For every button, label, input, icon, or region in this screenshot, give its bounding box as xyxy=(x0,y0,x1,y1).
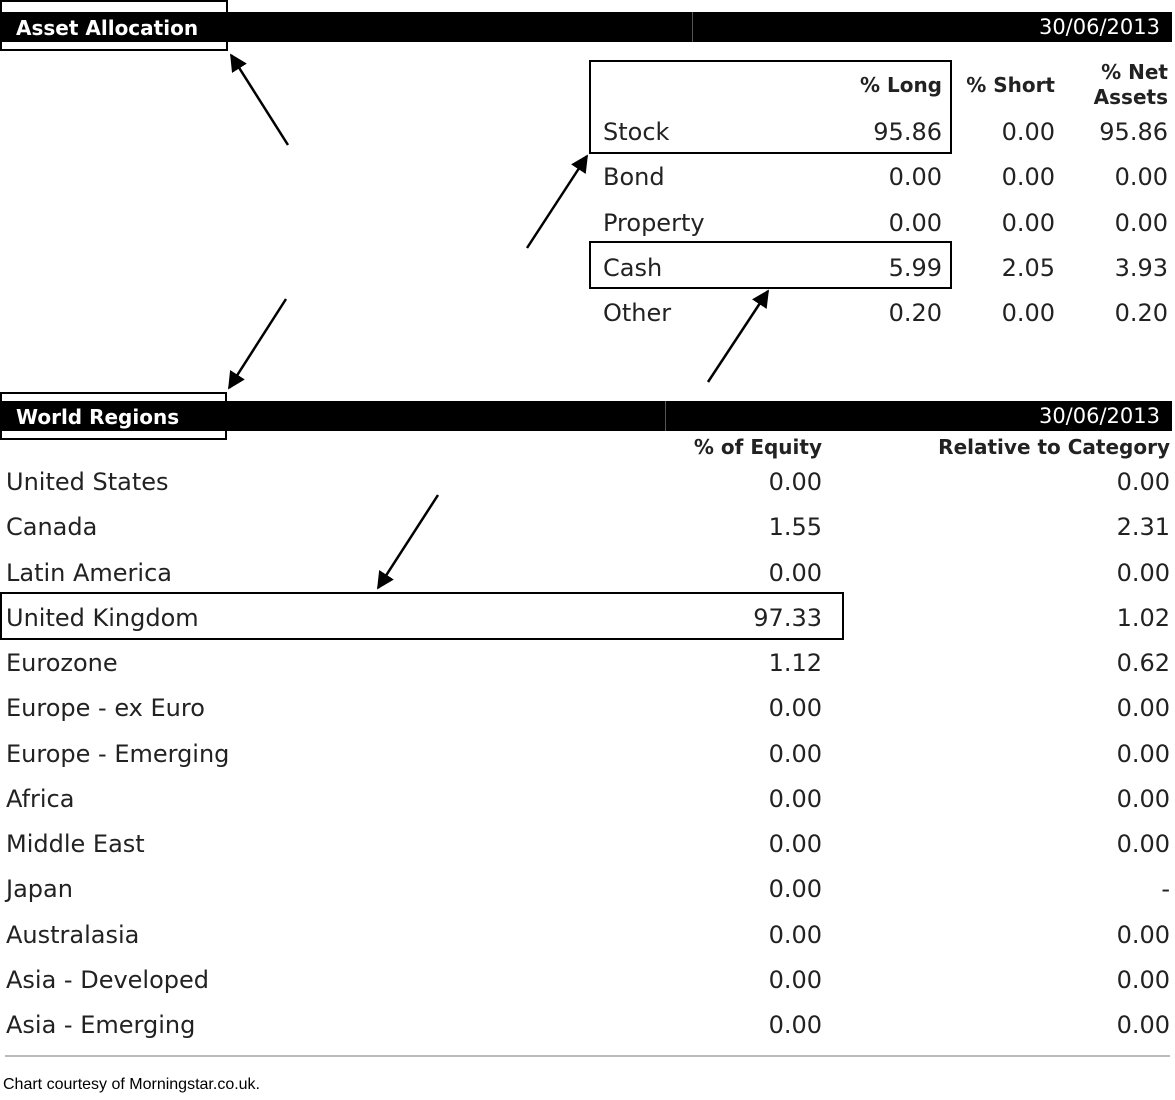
region-label: United Kingdom xyxy=(6,603,199,632)
asset-allocation-date: 30/06/2013 xyxy=(1038,15,1160,39)
region-label: Asia - Developed xyxy=(6,965,210,994)
region-equity-value: 0.00 xyxy=(768,694,822,723)
region-relative-value: 0.00 xyxy=(1116,558,1170,587)
region-equity-value: 0.00 xyxy=(768,558,822,587)
asset-short-value: 0.00 xyxy=(1001,163,1055,192)
asset-long-value: 0.20 xyxy=(888,299,942,328)
region-label: Eurozone xyxy=(6,649,118,677)
region-label: Australasia xyxy=(6,920,140,949)
region-relative-value: 0.00 xyxy=(1116,1011,1170,1039)
asset-allocation-title: Asset Allocation xyxy=(16,16,199,40)
footer-rule xyxy=(5,1055,1170,1057)
asset-label: Stock xyxy=(603,118,670,146)
region-relative-value: 2.31 xyxy=(1116,513,1170,542)
asset-long-value: 0.00 xyxy=(888,163,942,192)
column-header-equity: % of Equity xyxy=(693,435,822,459)
arrow-to-stock xyxy=(527,156,587,248)
region-label: Canada xyxy=(6,513,98,542)
column-header-short: % Short xyxy=(966,73,1055,97)
world-regions-title: World Regions xyxy=(16,405,180,429)
asset-label: Bond xyxy=(603,163,665,192)
region-label: Asia - Emerging xyxy=(6,1011,196,1039)
column-header-long: % Long xyxy=(859,73,942,97)
column-header-net-line2: Assets xyxy=(1093,85,1168,109)
arrow-to-asset-allocation xyxy=(231,55,288,145)
region-equity-value: 97.33 xyxy=(753,603,822,632)
region-relative-value: 0.00 xyxy=(1116,468,1170,496)
arrow-to-united-kingdom xyxy=(378,495,438,588)
column-header-relative: Relative to Category xyxy=(938,435,1170,459)
region-relative-value: 0.62 xyxy=(1116,649,1170,677)
asset-net-value: 0.00 xyxy=(1114,163,1168,192)
region-equity-value: 0.00 xyxy=(768,1011,822,1039)
region-equity-value: 0.00 xyxy=(768,739,822,768)
region-relative-value: 1.02 xyxy=(1116,603,1170,632)
footer-credit: Chart courtesy of Morningstar.co.uk. xyxy=(3,1076,260,1093)
asset-label: Property xyxy=(603,208,705,237)
region-label: Europe - ex Euro xyxy=(6,694,205,723)
region-label: Africa xyxy=(6,784,75,813)
region-label: Latin America xyxy=(6,558,172,587)
region-label: Europe - Emerging xyxy=(6,739,230,768)
region-relative-value: 0.00 xyxy=(1116,965,1170,994)
region-equity-value: 0.00 xyxy=(768,784,822,813)
region-equity-value: 0.00 xyxy=(768,920,822,949)
column-header-net-line1: % Net xyxy=(1101,60,1168,84)
asset-long-value: 5.99 xyxy=(888,253,942,282)
region-relative-value: 0.00 xyxy=(1116,784,1170,813)
region-relative-value: - xyxy=(1161,875,1170,904)
region-relative-value: 0.00 xyxy=(1116,830,1170,858)
region-equity-value: 1.55 xyxy=(768,513,822,542)
asset-short-value: 2.05 xyxy=(1001,253,1055,282)
asset-net-value: 0.20 xyxy=(1114,299,1168,328)
world-regions-date: 30/06/2013 xyxy=(1038,404,1160,428)
asset-net-value: 0.00 xyxy=(1114,208,1168,237)
region-equity-value: 0.00 xyxy=(768,965,822,994)
asset-label: Cash xyxy=(603,253,663,282)
asset-short-value: 0.00 xyxy=(1001,118,1055,146)
asset-label: Other xyxy=(603,299,672,328)
region-equity-value: 0.00 xyxy=(768,468,822,496)
region-label: United States xyxy=(6,468,169,496)
asset-net-value: 95.86 xyxy=(1099,118,1168,146)
region-equity-value: 0.00 xyxy=(768,830,822,858)
region-label: Japan xyxy=(6,875,73,904)
asset-long-value: 0.00 xyxy=(888,208,942,237)
arrow-to-cash xyxy=(708,291,768,382)
region-relative-value: 0.00 xyxy=(1116,694,1170,723)
region-relative-value: 0.00 xyxy=(1116,920,1170,949)
asset-net-value: 3.93 xyxy=(1114,253,1168,282)
asset-short-value: 0.00 xyxy=(1001,299,1055,328)
region-relative-value: 0.00 xyxy=(1116,739,1170,768)
arrow-to-world-regions xyxy=(229,299,286,388)
asset-short-value: 0.00 xyxy=(1001,208,1055,237)
region-label: Middle East xyxy=(6,830,145,858)
asset-long-value: 95.86 xyxy=(873,118,942,146)
region-equity-value: 0.00 xyxy=(768,875,822,904)
region-equity-value: 1.12 xyxy=(768,649,822,677)
